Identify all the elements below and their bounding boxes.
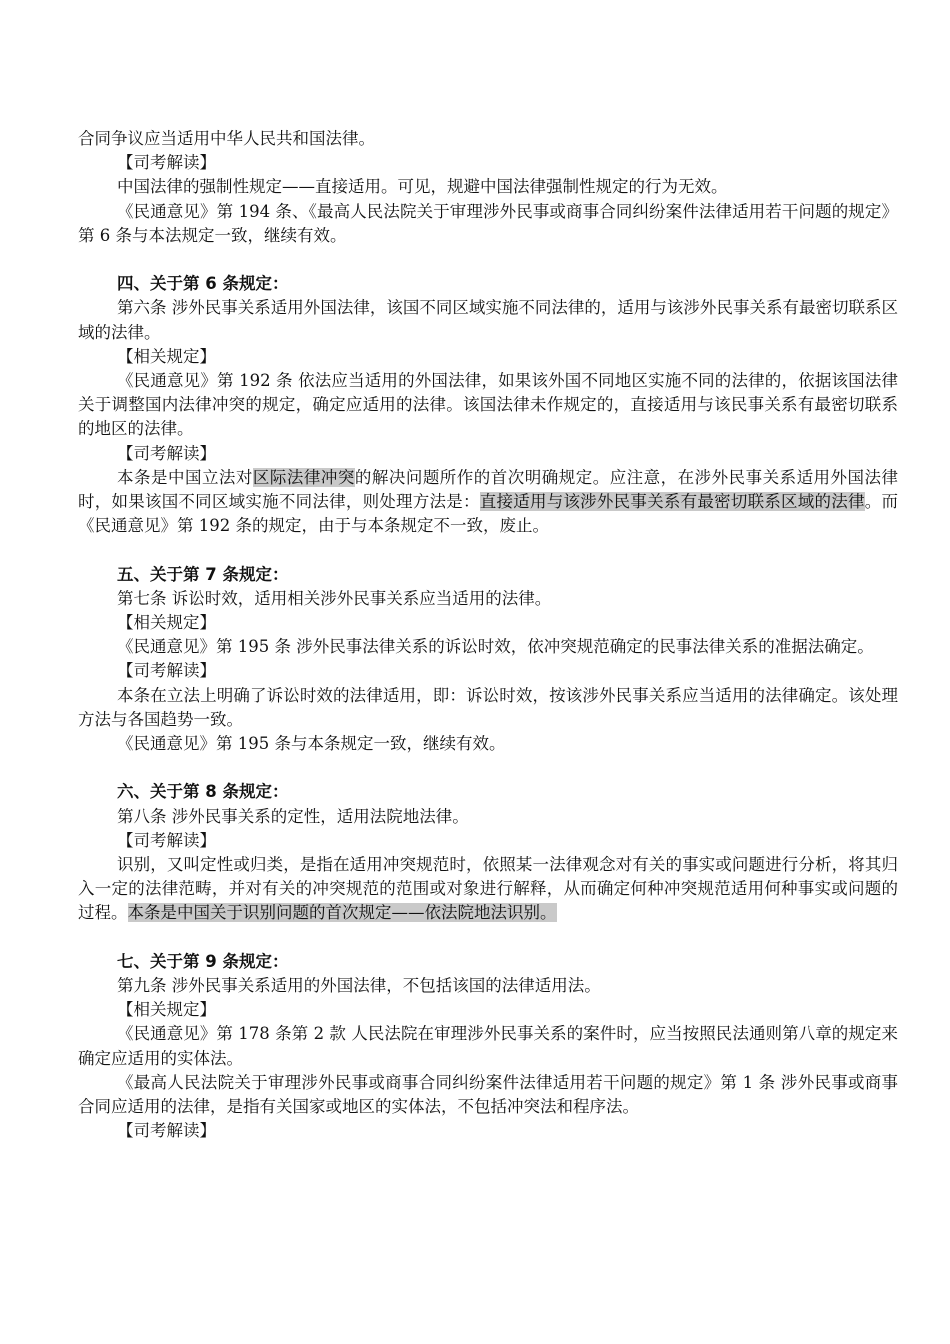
paragraph: 中国法律的强制性规定——直接适用。可见，规避中国法律强制性规定的行为无效。 (117, 177, 728, 197)
related-text: 《民通意见》第 195 条 涉外民事法律关系的诉讼时效，依冲突规范确定的民事法律关系的准据法确定。 (117, 637, 874, 657)
paragraph: 《民通意见》第 194 条、《最高人民法院关于审理涉外民事或商事合同纠纷案件法律适用若干问题的规定》第 6 条与本法规定一致，继续有效。 (78, 201, 898, 245)
text-run: 的解决问题所作的首次明确规定。应注意，在涉外民事关系适用外国法律时，如果该国不同区域实施不同法律，则处理方法是： (78, 467, 899, 512)
related-text: 《民通意见》第 178 条第 2 款 人民法院在审理涉外民事关系的案件时，应当按照民法通则第八章的规定来确定应适用的实体法。 (78, 1024, 898, 1068)
interpretation-label: 【司考解读】 (117, 830, 216, 850)
paragraph: 合同争议应当适用中华人民共和国法律。 (78, 129, 375, 148)
text-run: 本条是中国立法对 (117, 467, 253, 487)
interpretation-label: 【司考解读】 (117, 661, 216, 681)
interpretation-text (78, 853, 898, 926)
highlighted-text: 区际法律冲突 (252, 467, 355, 487)
interpretation-label: 【司考解读】 (117, 1121, 216, 1141)
section-heading-5: 五、关于第 7 条规定： (117, 564, 289, 584)
interpretation-label: 【司考解读】 (117, 153, 216, 173)
text-run: 。而《民通意见》第 192 条的规定，由于与本条规定不一致，废止。 (78, 492, 899, 536)
article-text: 第九条 涉外民事关系适用的外国法律，不包括该国的法律适用法。 (117, 976, 601, 996)
related-text: 《最高人民法院关于审理涉外民事或商事合同纠纷案件法律适用若干问题的规定》第 1 条 涉外民事或商事合同应适用的法律，是指有关国家或地区的实体法，不包括冲突法和程序法。 (78, 1072, 898, 1117)
article-text: 第八条 涉外民事关系的定性，适用法院地法律。 (117, 806, 469, 826)
highlighted-text: 直接适用与该涉外民事关系有最密切联系区域的法律 (479, 492, 865, 512)
document-page (78, 127, 898, 1143)
interpretation-text: 本条在立法上明确了诉讼时效的法律适用，即：诉讼时效，按该涉外民事关系应当适用的法律确定。该处理方法与各国趋势一致。 (78, 685, 898, 729)
related-label: 【相关规定】 (117, 346, 216, 366)
text-run: 识别，又叫定性或归类，是指在适用冲突规范时，依照某一法律观念对有关的事实或问题进行分析，将其归入一定的法律范畴，并对有关的冲突规范的范围或对象进行解释，从而确定何种冲突规范适用何种事实或问题的过程。 (78, 855, 898, 923)
paragraph: 《民通意见》第 195 条与本条规定一致，继续有效。 (117, 734, 506, 754)
section-heading-6: 六、关于第 8 条规定： (117, 782, 289, 802)
article-text: 第七条 诉讼时效，适用相关涉外民事关系应当适用的法律。 (117, 588, 552, 608)
article-text: 第六条 涉外民事关系适用外国法律，该国不同区域实施不同法律的，适用与该涉外民事关系有最密切联系区域的法律。 (78, 298, 898, 342)
highlighted-text: 本条是中国关于识别问题的首次规定——依法院地法识别。 (127, 903, 557, 923)
interpretation-label: 【司考解读】 (117, 443, 216, 463)
section-heading-7: 七、关于第 9 条规定： (117, 951, 289, 971)
related-label: 【相关规定】 (117, 613, 216, 633)
related-text: 《民通意见》第 192 条 依法应当适用的外国法律，如果该外国不同地区实施不同的法律的，依据该国法律关于调整国内法律冲突的规定，确定应适用的法律。该国法律未作规定的，直接适用与该民事关系有最密切联系的地区的法律。 (78, 371, 898, 439)
related-label: 【相关规定】 (117, 1000, 216, 1020)
section-heading-4: 四、关于第 6 条规定： (117, 274, 289, 294)
interpretation-text (78, 466, 898, 539)
